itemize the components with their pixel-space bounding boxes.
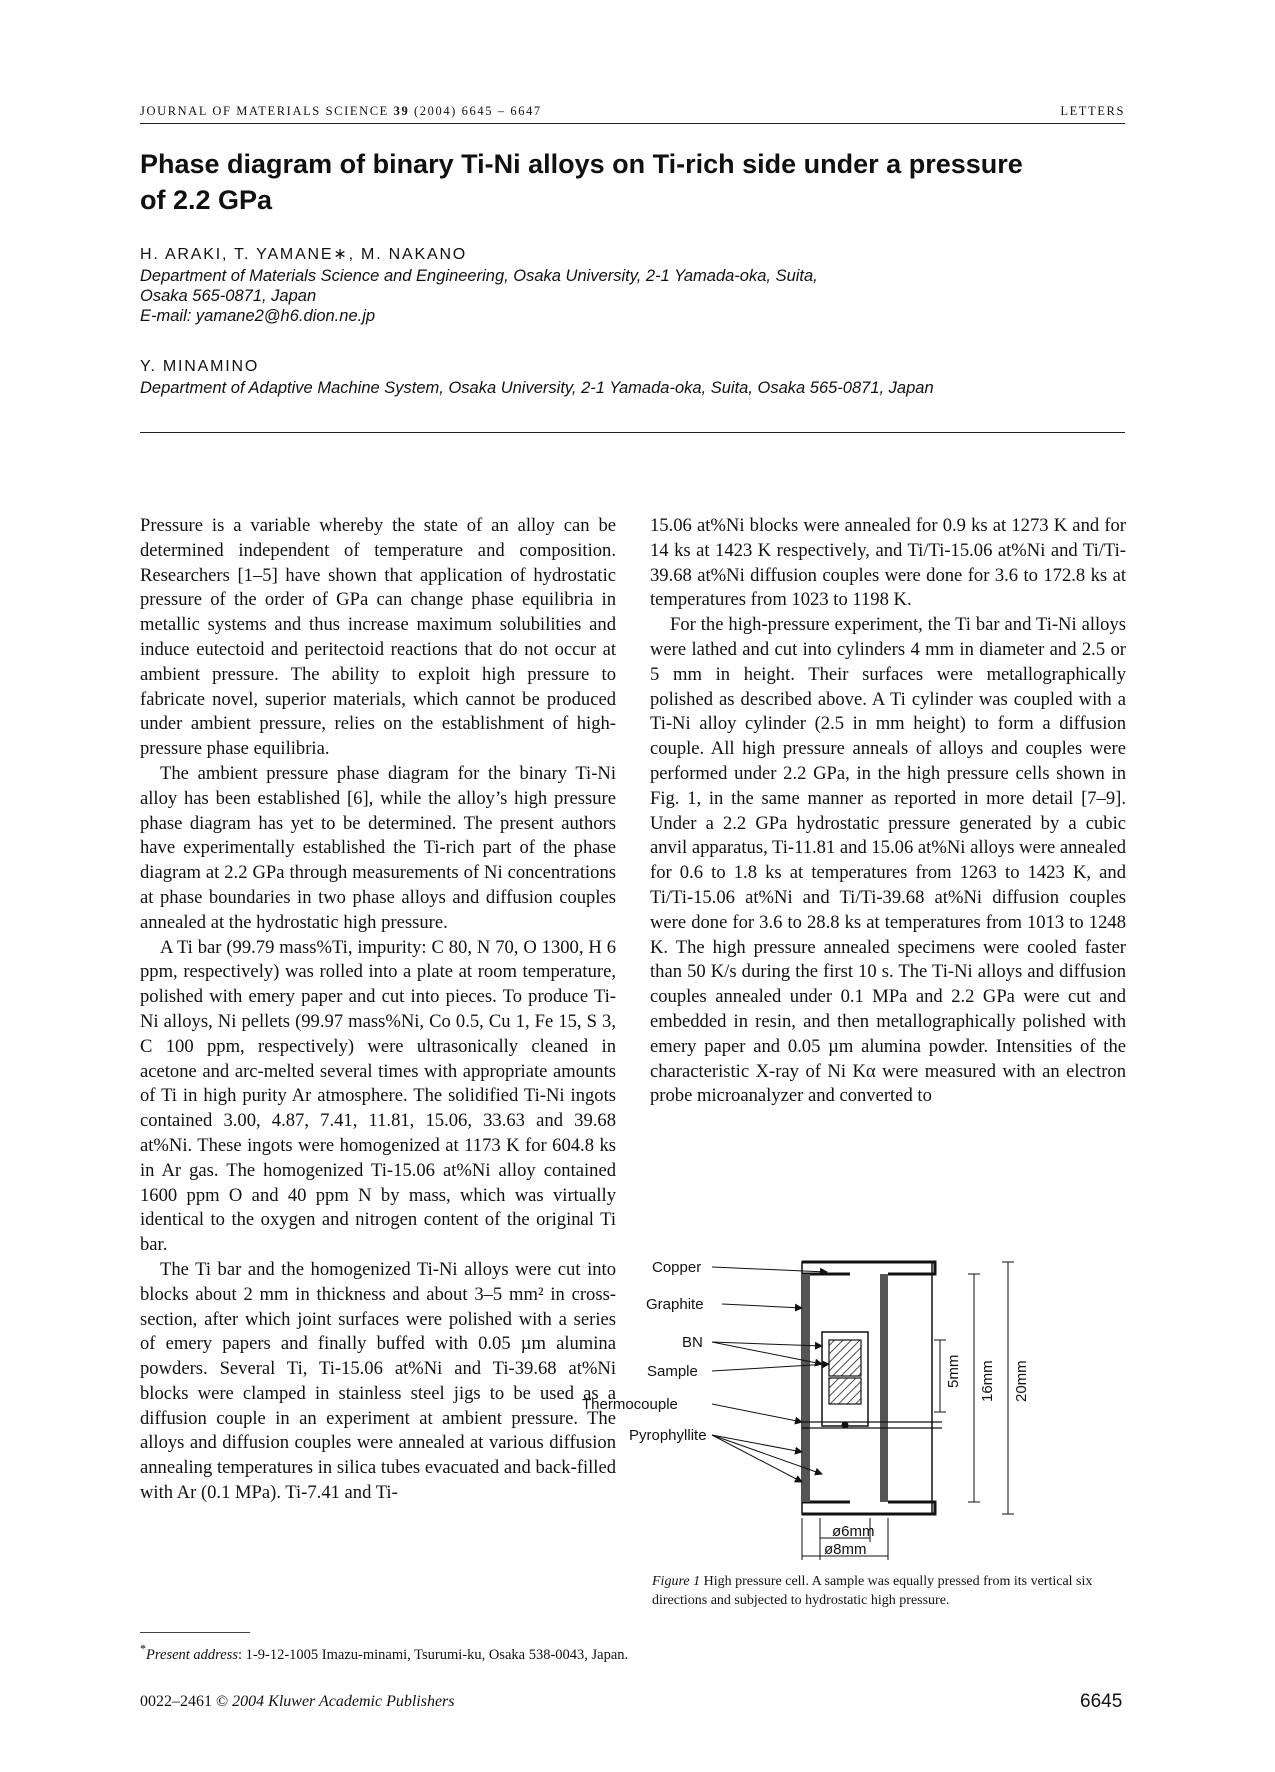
paragraph: The Ti bar and the homogenized Ti-Ni alloys were cut into blocks about 2 mm in thickness and about 3–5 mm² in cross-section, after which joint surfaces were polished with a series of emery papers and finally buffed with 0.05 µm alumina powders. Several Ti, Ti-15.06 at%Ni and Ti-39.68 at%Ni blocks were clamped in stainless steel jigs to be used as a diffusion couple in an experiment at ambient pressure. The alloys and diffusion couples were annealed at various diffusion annealing temperatures in silica tubes evacuated and back-filled with Ar (0.1 MPa). Ti-7.41 and Ti- bbox=[140, 1258, 616, 1504]
paragraph: The ambient pressure phase diagram for the binary Ti-Ni alloy has been established [6], while the alloy’s high pressure phase diagram has yet to be determined. The present authors have experimentally established the Ti-rich part of the phase diagram at 2.2 GPa through measurements of Ni concentrations at phase boundaries in two phase alloys and diffusion couples annealed at the hydrostatic high pressure. bbox=[140, 762, 616, 933]
dim-label-16mm: 16mm bbox=[979, 1360, 996, 1402]
paragraph: 15.06 at%Ni blocks were annealed for 0.9 ks at 1273 K and for 14 ks at 1423 K respectively, and Ti/Ti-15.06 at%Ni and Ti/Ti-39.68 at%Ni diffusion couples were done for 3.6 to 172.8 ks at temperatures from 1023 to 1198 K. bbox=[650, 515, 1126, 611]
author-names-1: H. ARAKI, T. YAMANE∗, M. NAKANO bbox=[140, 246, 468, 263]
label-thermocouple: Thermocouple bbox=[582, 1396, 678, 1413]
article-title bbox=[140, 146, 1125, 218]
journal-volume: 39 bbox=[393, 104, 410, 118]
affiliation-1-line-1: Department of Materials Science and Engineering, Osaka University, 2-1 Yamada-oka, Suita, bbox=[140, 267, 818, 285]
header-rule bbox=[140, 123, 1125, 124]
label-sample: Sample bbox=[647, 1363, 698, 1380]
footnote-label: Present address bbox=[146, 1646, 239, 1663]
leader-pyrophyllite-3 bbox=[712, 1435, 802, 1482]
dim-label-20mm: 20mm bbox=[1013, 1360, 1030, 1402]
dim-label-8mm: ø8mm bbox=[824, 1541, 867, 1558]
paragraph: A Ti bar (99.79 mass%Ti, impurity: C 80, N 70, O 1300, H 6 ppm, respectively) was rolled into a plate at room temperature, polished with emery paper and cut into pieces. To produce Ti-Ni alloys, Ni pellets (99.97 mass%Ni, Co 0.5, Cu 1, Fe 15, S 3, C 100 ppm, respectively) were ultrasonically cleaned in acetone and arc-melted several times with appropriate amounts of Ti in high purity Ar atmosphere. The solidified Ti-Ni ingots contained 3.00, 4.87, 7.41, 11.81, 15.06, 33.63 and 39.68 at%Ni. These ingots were homogenized at 1173 K for 604.8 ks in Ar gas. The homogenized Ti-15.06 at%Ni alloy contained 1600 ppm O and 40 ppm N by mass, which was virtually identical to the oxygen and nitrogen content of the original Ti bar. bbox=[140, 936, 616, 1256]
label-copper: Copper bbox=[652, 1259, 702, 1276]
publisher: 2004 Kluwer Academic Publishers bbox=[232, 1693, 455, 1710]
title-block-rule bbox=[140, 432, 1125, 433]
figure-caption-text: High pressure cell. A sample was equally pressed from its vertical six directions and subjected to hydrostatic high pressure. bbox=[652, 1574, 1093, 1608]
page-number: 6645 bbox=[1080, 1691, 1123, 1712]
left-column bbox=[140, 514, 616, 1506]
graphite-heater-right bbox=[880, 1274, 888, 1502]
figure-caption-label: Figure 1 bbox=[652, 1574, 701, 1589]
title-line-1: Phase diagram of binary Ti-Ni alloys on Ti-rich side under a pressure bbox=[140, 149, 1023, 179]
leader-copper bbox=[712, 1267, 827, 1272]
footnote-text: : 1-9-12-1005 Imazu-minami, Tsurumi-ku, Osaka 538-0043, Japan. bbox=[238, 1646, 629, 1663]
label-bn: BN bbox=[682, 1334, 703, 1351]
affiliation-2: Department of Adaptive Machine System, Osaka University, 2-1 Yamada-oka, Suita, Osaka 565-0871, Japan bbox=[140, 379, 934, 397]
title-line-2: of 2.2 GPa bbox=[140, 185, 273, 215]
running-head bbox=[140, 104, 1125, 119]
copyright-line bbox=[140, 1693, 455, 1711]
author-email: E-mail: yamane2@h6.dion.ne.jp bbox=[140, 307, 376, 325]
label-pyrophyllite: Pyrophyllite bbox=[629, 1427, 707, 1444]
sample-lower bbox=[829, 1378, 861, 1404]
journal-name: JOURNAL OF MATERIALS SCIENCE bbox=[140, 104, 394, 118]
dim-label-5mm: 5mm bbox=[945, 1354, 962, 1388]
footnote-mark: * bbox=[140, 1642, 147, 1656]
paragraph: Pressure is a variable whereby the state of an alloy can be determined independent of temperature and composition. Researchers [1–5] have shown that application of hydrostatic pressure of the order of GPa can change phase equilibria in metallic systems and thus increase maximum solubilities and induce eutectoid and peritectoid reactions that do not occur at ambient pressure. The ability to exploit high pressure to fabricate novel, superior materials, which cannot be produced under ambient pressure, relies on the establishment of high-pressure phase equilibria. bbox=[140, 515, 616, 760]
leader-sample bbox=[712, 1364, 829, 1371]
leader-pyrophyllite-1 bbox=[712, 1435, 802, 1452]
figure-1-high-pressure-cell bbox=[582, 1242, 1122, 1562]
section-label: LETTERS bbox=[1060, 104, 1125, 118]
affiliation-1-line-2: Osaka 565-0871, Japan bbox=[140, 287, 317, 305]
dim-label-6mm: ø6mm bbox=[832, 1523, 875, 1540]
footnote bbox=[140, 1642, 628, 1664]
leader-graphite bbox=[722, 1304, 802, 1308]
right-column bbox=[650, 514, 1126, 1109]
sample-upper bbox=[829, 1340, 861, 1376]
author-names-2: Y. MINAMINO bbox=[140, 358, 260, 375]
issn: 0022–2461 © bbox=[140, 1693, 233, 1710]
label-graphite: Graphite bbox=[646, 1296, 704, 1313]
leader-thermocouple bbox=[712, 1404, 802, 1422]
affiliation-1 bbox=[140, 266, 818, 326]
footnote-rule bbox=[140, 1632, 250, 1633]
journal-pages: (2004) 6645 – 6647 bbox=[409, 104, 542, 118]
copper-cap-bottom bbox=[802, 1502, 935, 1514]
thermocouple-junction bbox=[842, 1422, 849, 1429]
figure-caption bbox=[652, 1572, 1124, 1610]
paragraph: For the high-pressure experiment, the Ti bar and Ti-Ni alloys were lathed and cut into cylinders 4 mm in diameter and 2.5 or 5 mm in height. Their surfaces were metallographically polished as described above. A Ti cylinder was coupled with a Ti-Ni alloy cylinder (2.5 in mm height) to form a diffusion couple. All high pressure anneals of alloys and couples were performed under 2.2 GPa, in the high pressure cells shown in Fig. 1, in the same manner as reported in more detail [7–9]. Under a 2.2 GPa hydrostatic pressure generated by a cubic anvil apparatus, Ti-11.81 and 15.06 at%Ni alloys were annealed for 0.6 to 1.8 ks at temperatures from 1263 to 1423 K, and Ti/Ti-15.06 at%Ni and Ti/Ti-39.68 at%Ni diffusion couples were done for 3.6 to 28.8 ks at temperatures from 1013 to 1248 K. The high pressure annealed specimens were cooled faster than 50 K/s during the first 10 s. The Ti-Ni alloys and diffusion couples annealed under 0.1 MPa and 2.2 GPa were cut and embedded in resin, and then metallographically polished with emery paper and 0.05 µm alumina powder. Intensities of the characteristic X-ray of Ni Kα were measured with an electron probe microanalyzer and converted to bbox=[650, 614, 1126, 1107]
